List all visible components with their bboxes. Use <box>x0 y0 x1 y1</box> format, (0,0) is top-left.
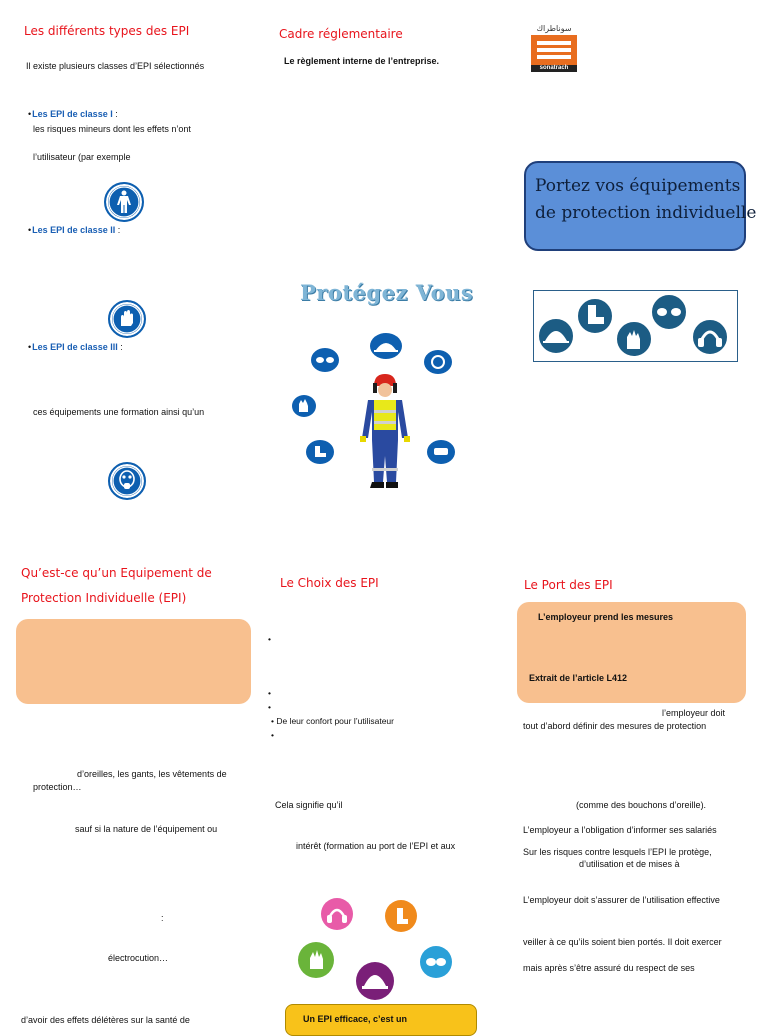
gloves-strip-icon <box>616 321 652 357</box>
bottom3-line3: (comme des bouchons d’oreille). <box>576 800 707 810</box>
bullet-1: • <box>268 634 271 644</box>
bullet-5: • <box>271 730 274 740</box>
class1-colon: : <box>112 109 118 119</box>
banner-line2: de protection individuelle <box>535 203 757 223</box>
badge-text: Un EPI efficace, c’est un <box>303 1014 408 1024</box>
respirator-icon <box>108 462 146 500</box>
ear-protection-icon <box>424 350 452 374</box>
class1-line2: l’utilisateur (par exemple <box>33 152 131 162</box>
worker-ppe-illustration <box>290 328 476 504</box>
bottom3-line5: Sur les risques contre lesquels l’EPI le protège, <box>523 847 712 857</box>
bullet-2: • <box>268 688 271 698</box>
employer-box-line1: L’employeur prend les mesures <box>538 612 674 622</box>
banner-line1: Portez vos équipements <box>535 176 741 196</box>
coverall-icon <box>104 182 144 222</box>
class2-heading <box>28 224 120 236</box>
choice-title: Le Choix des EPI <box>280 576 379 590</box>
ppe-icon-strip <box>533 290 738 362</box>
types-title: Les différents types des EPI <box>24 24 190 38</box>
class3-heading <box>28 341 123 353</box>
boots-icon <box>306 440 334 464</box>
goggles-cyan-icon <box>420 946 452 978</box>
logo-arabic: سوناطراك <box>536 24 572 33</box>
bottom3-line4: L’employeur a l’obligation d’informer ses salariés <box>523 825 717 835</box>
boots-strip-icon <box>577 298 613 334</box>
bottom1-line1: d’oreilles, les gants, les vêtements de <box>77 769 227 779</box>
definition-box <box>16 619 251 704</box>
bottom1-line4: : <box>161 913 164 923</box>
what-is-epi-title-2: Protection Individuelle (EPI) <box>21 591 187 605</box>
efficient-epi-badge <box>285 1004 477 1036</box>
helmet-strip-icon <box>538 318 574 354</box>
gloves-icon <box>108 300 146 338</box>
intro-text: Il existe plusieurs classes d’EPI sélectionnés <box>26 61 205 71</box>
what-is-epi-title-1: Qu’est-ce qu’un Equipement de <box>21 566 212 580</box>
bottom2-line2: intérêt (formation au port de l’EPI et aux <box>296 841 456 851</box>
bottom3-line2: tout d’abord définir des mesures de protection <box>523 721 707 731</box>
bullet-comfort: • De leur confort pour l’utilisateur <box>271 716 394 726</box>
bullet-3: • <box>268 702 271 712</box>
worker-figure <box>360 374 410 488</box>
gloves-small-icon <box>292 395 316 417</box>
class3-line: ces équipements une formation ainsi qu’un <box>33 407 205 417</box>
class3-colon: : <box>117 342 123 352</box>
logo-text: sonatrach <box>531 65 577 72</box>
protegez-title: Protégez Vous <box>300 280 474 305</box>
bottom1-line3: sauf si la nature de l’équipement ou <box>75 824 218 834</box>
class2-colon: : <box>115 225 121 235</box>
class1-heading <box>28 108 118 120</box>
ear-protection-strip-icon <box>692 319 728 355</box>
gloves-green-icon <box>298 942 334 978</box>
bottom1-line2: protection… <box>33 782 82 792</box>
cadre-text: Le règlement interne de l’entreprise. <box>284 56 440 66</box>
employer-box-line2: Extrait de l’article L412 <box>529 673 628 683</box>
bottom3-line7: L’employeur doit s’assurer de l’utilisation effective <box>523 895 720 905</box>
bottom3-line6: d’utilisation et de mises à <box>579 859 680 869</box>
ppe-banner <box>524 161 757 251</box>
bottom1-line6: d’avoir des effets délétères sur la santé de <box>21 1015 190 1025</box>
port-title: Le Port des EPI <box>524 578 613 592</box>
bottom3-line8: veiller à ce qu’ils soient bien portés. Il doit exercer <box>523 937 722 947</box>
helmet-icon <box>370 333 402 359</box>
employer-box <box>517 602 746 703</box>
goggles-icon <box>311 348 339 372</box>
logo-mark <box>531 35 577 65</box>
boots-orange-icon <box>385 900 417 932</box>
cadre-title: Cadre réglementaire <box>279 27 403 41</box>
ear-protection-pink-icon <box>321 898 353 930</box>
bottom3-line9: mais après s’être assuré du respect de ses <box>523 963 695 973</box>
class1-line1: les risques mineurs dont les effets n’ont <box>33 124 191 134</box>
class2-label: Les EPI de classe II <box>32 225 116 235</box>
sonatrach-logo <box>530 24 578 72</box>
bottom1-line5: électrocution… <box>108 953 169 963</box>
helmet-purple-icon <box>356 962 394 1000</box>
bullet-comfort-text: De leur confort pour l’utilisateur <box>276 716 394 726</box>
class3-label: Les EPI de classe III <box>32 342 118 352</box>
class1-label: Les EPI de classe I <box>32 109 113 119</box>
mask-icon <box>427 440 455 464</box>
bottom2-line1: Cela signifie qu’il <box>275 800 343 810</box>
bottom3-line1: l’employeur doit <box>662 708 726 718</box>
goggles-strip-icon <box>651 294 687 330</box>
